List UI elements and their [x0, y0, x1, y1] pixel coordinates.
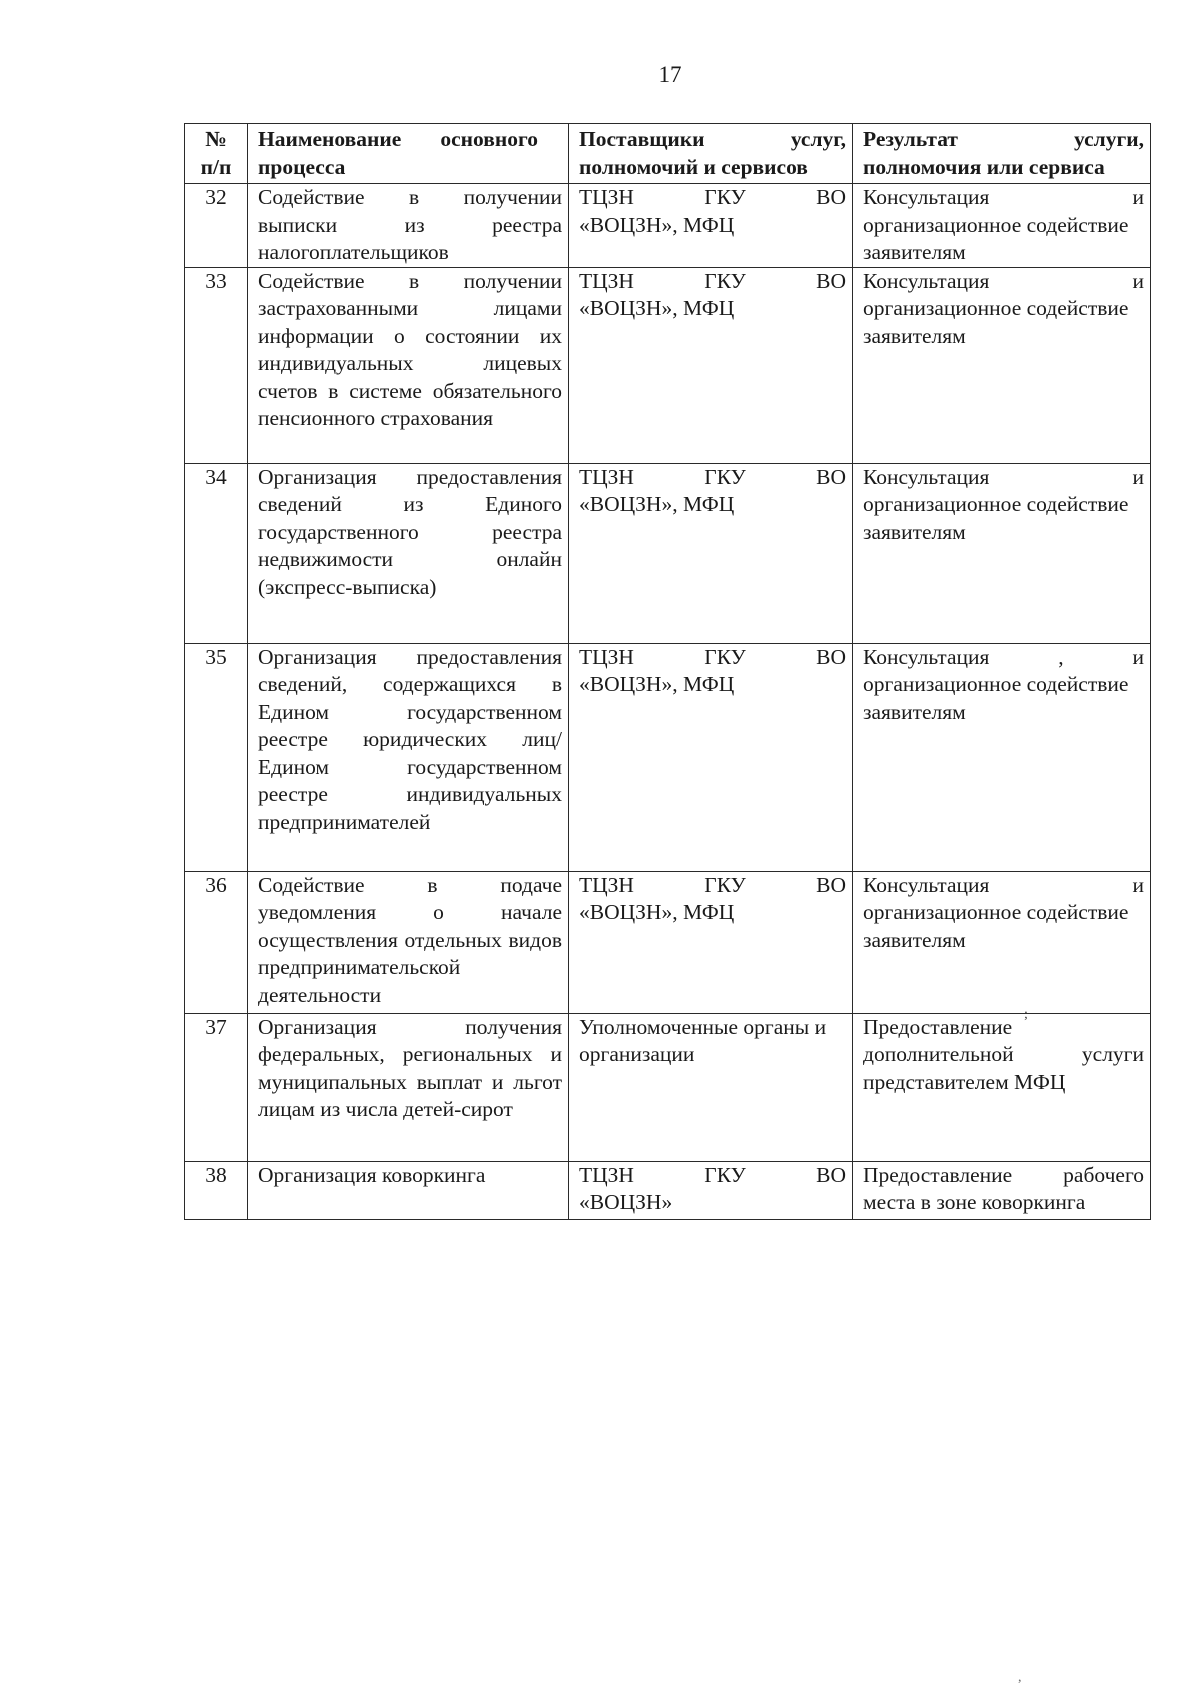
- row-providers: [569, 1161, 853, 1219]
- row-process-name: [248, 463, 569, 643]
- row-result-rest: организационное содействие заявителям: [863, 672, 1129, 724]
- header-process-name-text: Наименование основного процесса: [258, 127, 538, 179]
- header-number: [185, 124, 248, 184]
- row-process-name-text: Организация предоставления сведений, содержащихся в Едином государственном реестре юридических лиц/Едином государственном реестре индивидуальных предпринимателей: [258, 644, 562, 834]
- row-providers-text: Уполномоченные органы и организации: [579, 1014, 827, 1066]
- row-result-text: Предоставление рабочего места в зоне коворкинга: [863, 1162, 1144, 1214]
- scan-mark: ,: [1018, 1670, 1022, 1685]
- row-providers-line1: ТЦЗН ГКУ ВО: [579, 644, 846, 669]
- header-number-line2: п/п: [200, 154, 232, 179]
- row-result: [853, 1161, 1151, 1219]
- row-process-name: [248, 267, 569, 463]
- row-process-name-text: Организация получения федеральных, региональных и муниципальных выплат и льгот лицам из числа детей-сирот: [258, 1014, 562, 1121]
- row-number: 35: [185, 643, 248, 871]
- header-result: [853, 124, 1151, 184]
- row-process-name-text: Содействие в подаче уведомления о начале осуществления отдельных видов предпринимательской деятельности: [258, 872, 562, 1007]
- row-result-text: Предоставление дополнительной услуги представителем МФЦ: [863, 1014, 1144, 1094]
- row-process-name: [248, 1013, 569, 1161]
- row-process-name-text: Организация коворкинга: [258, 1162, 486, 1187]
- table-row: [185, 463, 1151, 643]
- row-result: [853, 643, 1151, 871]
- row-providers-line2: «ВОЦЗН», МФЦ: [579, 672, 735, 696]
- row-number: 36: [185, 871, 248, 1013]
- row-process-name-text: Содействие в получении застрахованными лицами информации о состоянии их индивидуальных лицевых счетов в системе обязательного пенсионного страхования: [258, 268, 562, 430]
- row-result-line1: Консультация и: [863, 464, 1144, 489]
- row-result-rest: организационное содействие заявителям: [863, 900, 1129, 952]
- row-process-name: [248, 1161, 569, 1219]
- row-process-name: [248, 643, 569, 871]
- row-result: [853, 184, 1151, 268]
- table-row: [185, 1013, 1151, 1161]
- row-providers-line2: «ВОЦЗН», МФЦ: [579, 296, 735, 320]
- table-row: [185, 267, 1151, 463]
- row-result: [853, 871, 1151, 1013]
- table-row: [185, 184, 1151, 268]
- row-providers-line2: «ВОЦЗН», МФЦ: [579, 900, 735, 924]
- row-number: 32: [185, 184, 248, 268]
- row-providers-line1: ТЦЗН ГКУ ВО: [579, 1162, 846, 1187]
- row-number: 34: [185, 463, 248, 643]
- header-providers: [569, 124, 853, 184]
- row-providers: [569, 267, 853, 463]
- row-providers-line2: «ВОЦЗН»: [579, 1190, 673, 1214]
- page-number: 17: [658, 62, 682, 87]
- process-table: [184, 123, 1151, 1220]
- table-header-row: [185, 124, 1151, 184]
- row-result: [853, 1013, 1151, 1161]
- row-result: [853, 463, 1151, 643]
- row-result-line1: Консультация , и: [863, 644, 1144, 669]
- row-providers-line2: «ВОЦЗН», МФЦ: [579, 492, 735, 516]
- row-providers-line1: ТЦЗН ГКУ ВО: [579, 185, 846, 209]
- row-providers: [569, 643, 853, 871]
- row-providers: [569, 184, 853, 268]
- row-result-rest: организационное содействие заявителям: [863, 296, 1129, 348]
- row-providers: [569, 1013, 853, 1161]
- row-process-name: [248, 184, 569, 268]
- table-row: [185, 1161, 1151, 1219]
- row-result-line1: Консультация и: [863, 872, 1144, 897]
- row-result-line1: Консультация и: [863, 268, 1144, 293]
- row-providers: [569, 463, 853, 643]
- row-providers: [569, 871, 853, 1013]
- row-result-rest: организационное содействие заявителям: [863, 492, 1129, 544]
- row-providers-line1: ТЦЗН ГКУ ВО: [579, 268, 846, 293]
- row-result-line1: Консультация и: [863, 185, 1144, 209]
- header-process-name: [248, 124, 569, 184]
- row-number: 33: [185, 267, 248, 463]
- row-process-name: [248, 871, 569, 1013]
- header-number-line1: №: [205, 127, 227, 151]
- row-providers-line1: ТЦЗН ГКУ ВО: [579, 464, 846, 489]
- row-result-rest: организационное содействие заявителям: [863, 212, 1129, 264]
- row-providers-line1: ТЦЗН ГКУ ВО: [579, 872, 846, 897]
- table-row: [185, 643, 1151, 871]
- header-providers-text: Поставщики услуг, полномочий и сервисов: [579, 127, 846, 179]
- row-process-name-text: Содействие в получении выписки из реестра налогоплательщиков: [258, 185, 562, 264]
- row-number: 37: [185, 1013, 248, 1161]
- header-result-text: Результат услуги, полномочия или сервиса: [863, 127, 1144, 179]
- scan-mark: ;: [1024, 1007, 1028, 1022]
- table-row: [185, 871, 1151, 1013]
- row-result: [853, 267, 1151, 463]
- row-providers-line2: «ВОЦЗН», МФЦ: [579, 212, 735, 237]
- row-number: 38: [185, 1161, 248, 1219]
- row-process-name-text: Организация предоставления сведений из Единого государственного реестра недвижимости онлайн (экспресс-выписка): [258, 464, 562, 599]
